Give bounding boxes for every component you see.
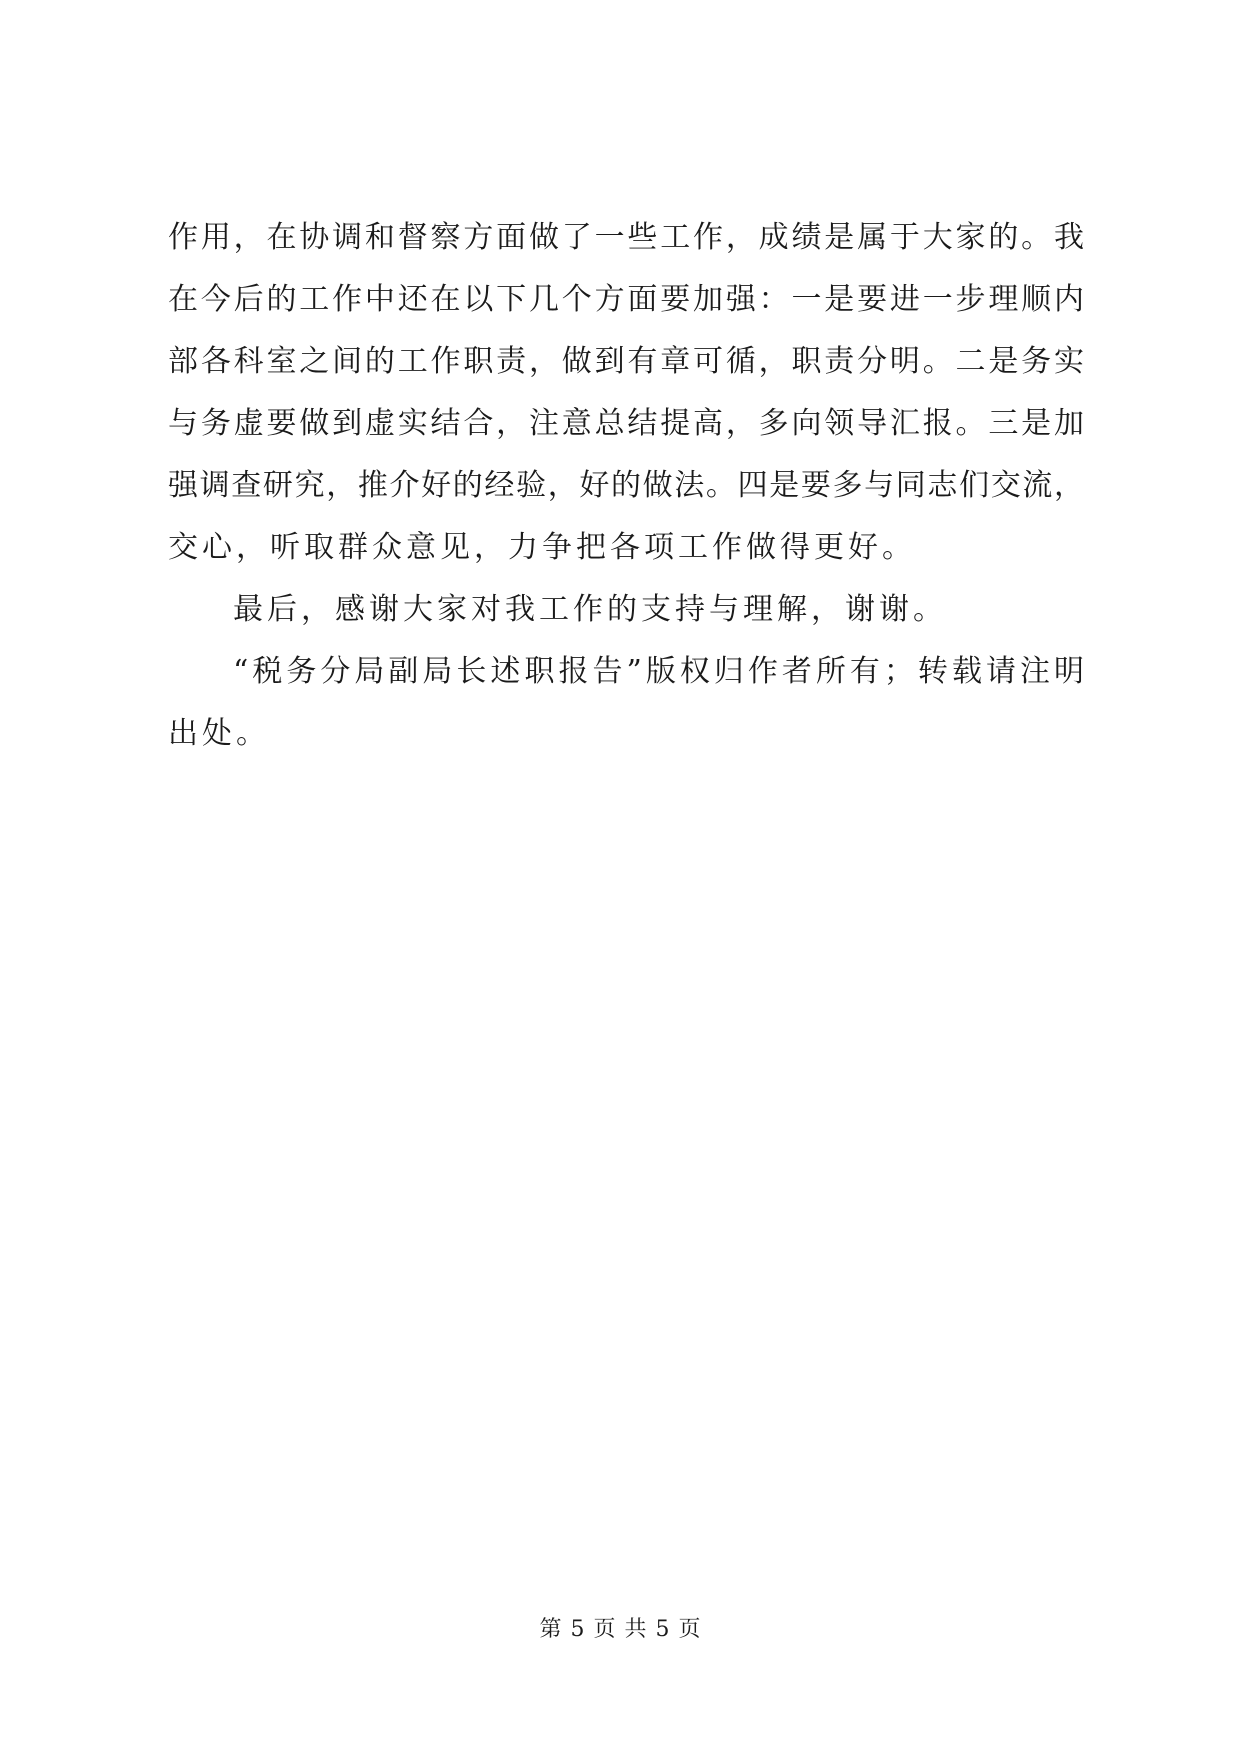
paragraph-line: 部各科室之间的工作职责，做到有章可循，职责分明。二是务实 bbox=[168, 344, 1084, 379]
paragraph-line: 交心，听取群众意见，力争把各项工作做得更好。 bbox=[168, 530, 916, 565]
paragraph-2 bbox=[168, 579, 1084, 641]
paragraph-1 bbox=[168, 207, 1084, 579]
paragraph-line: “税务分局副局长述职报告”版权归作者所有；转载请注明 bbox=[233, 654, 1084, 689]
paragraph-line: 最后，感谢大家对我工作的支持与理解，谢谢。 bbox=[233, 592, 947, 627]
paragraph-line: 与务虚要做到虚实结合，注意总结提高，多向领导汇报。三是加 bbox=[168, 406, 1084, 441]
paragraph-line: 出处。 bbox=[168, 716, 270, 751]
paragraph-3 bbox=[168, 641, 1084, 765]
page-number-footer: 第 5 页 共 5 页 bbox=[539, 1617, 702, 1642]
document-body bbox=[168, 207, 1084, 765]
paragraph-line: 在今后的工作中还在以下几个方面要加强：一是要进一步理顺内 bbox=[168, 282, 1084, 317]
paragraph-line: 强调查研究，推介好的经验，好的做法。四是要多与同志们交流， bbox=[168, 468, 1084, 503]
paragraph-line: 作用，在协调和督察方面做了一些工作，成绩是属于大家的。我 bbox=[168, 220, 1084, 255]
